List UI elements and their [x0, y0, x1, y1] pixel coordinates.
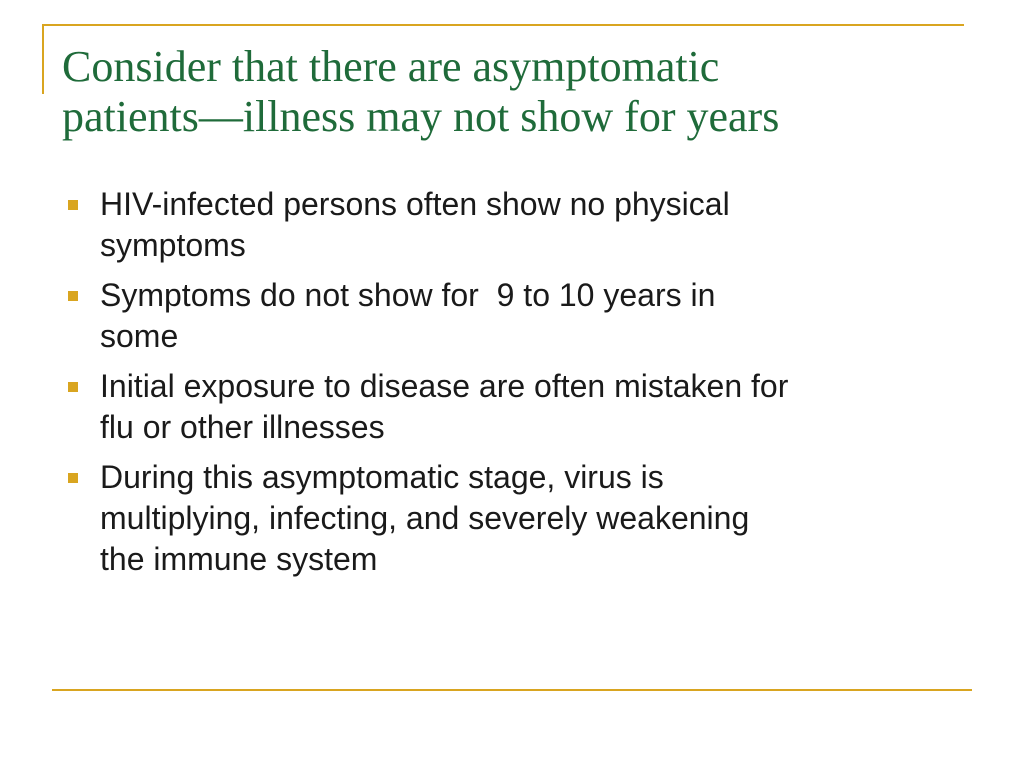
bullet-item: [66, 366, 966, 448]
bullet-line: the immune system: [100, 541, 378, 577]
bullet-line: flu or other illnesses: [100, 409, 385, 445]
title-line: Consider that there are asymptomatic: [62, 42, 720, 91]
bullet-item: [66, 457, 966, 580]
square-bullet-icon: [68, 382, 78, 392]
bullet-line: symptoms: [100, 227, 246, 263]
bullet-line: HIV-infected persons often show no physical: [100, 186, 730, 222]
bullet-list: [66, 184, 966, 589]
bullet-line: Initial exposure to disease are often mistaken for: [100, 368, 789, 404]
bullet-item: [66, 275, 966, 357]
square-bullet-icon: [68, 291, 78, 301]
bullet-line: Symptoms do not show for 9 to 10 years in: [100, 277, 716, 313]
bullet-line: During this asymptomatic stage, virus is: [100, 459, 664, 495]
slide-title: [62, 42, 992, 142]
title-line: patients—illness may not show for years: [62, 92, 780, 141]
square-bullet-icon: [68, 200, 78, 210]
bullet-line: multiplying, infecting, and severely weakening: [100, 500, 750, 536]
top-accent-line: [42, 24, 964, 26]
bullet-line: some: [100, 318, 179, 354]
bullet-item: [66, 184, 966, 266]
square-bullet-icon: [68, 473, 78, 483]
bottom-accent-line: [52, 689, 972, 691]
left-accent-line: [42, 24, 44, 94]
